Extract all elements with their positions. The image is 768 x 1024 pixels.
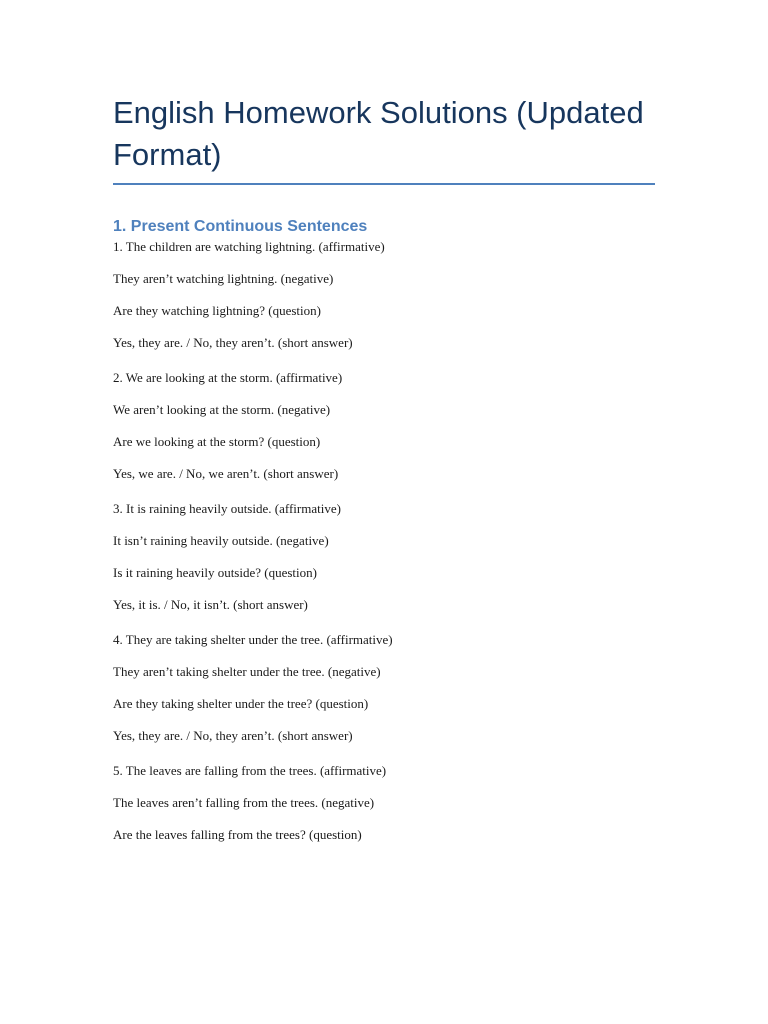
sentence-negative: The leaves aren’t falling from the trees. (negative) [113,795,375,810]
sentence-affirmative: 1. The children are watching lightning. (affirmative) [113,239,385,254]
sentence-affirmative: 3. It is raining heavily outside. (affirmative) [113,501,341,516]
sentence-group-3 [113,501,655,613]
sentence-affirmative: 5. The leaves are falling from the trees. (affirmative) [113,763,387,778]
sentence-short-answer: Yes, they are. / No, they aren’t. (short answer) [113,728,353,743]
document-title: English Homework Solutions (Updated Format) [113,92,655,185]
sentence-short-answer: Yes, they are. / No, they aren’t. (short answer) [113,335,353,350]
sentence-question: Are the leaves falling from the trees? (question) [113,827,362,842]
sentence-affirmative: 4. They are taking shelter under the tree. (affirmative) [113,632,393,647]
sentence-negative: They aren’t watching lightning. (negative) [113,271,334,286]
sentence-short-answer: Yes, we are. / No, we aren’t. (short answer) [113,466,339,481]
sentence-negative: It isn’t raining heavily outside. (negative) [113,533,329,548]
sentence-group-2 [113,370,655,482]
sentence-group-1 [113,239,655,351]
sentence-short-answer: Yes, it is. / No, it isn’t. (short answer) [113,597,308,612]
document-page [113,92,655,859]
section-heading: 1. Present Continuous Sentences [113,218,368,235]
sentence-negative: They aren’t taking shelter under the tree. (negative) [113,664,381,679]
sentence-question: Is it raining heavily outside? (question) [113,565,317,580]
sentence-group-5 [113,763,655,843]
sentence-negative: We aren’t looking at the storm. (negative) [113,402,331,417]
sentence-question: Are we looking at the storm? (question) [113,434,321,449]
sentence-affirmative: 2. We are looking at the storm. (affirmative) [113,370,343,385]
sentence-question: Are they taking shelter under the tree? (question) [113,696,369,711]
sentence-group-4 [113,632,655,744]
sentence-question: Are they watching lightning? (question) [113,303,321,318]
